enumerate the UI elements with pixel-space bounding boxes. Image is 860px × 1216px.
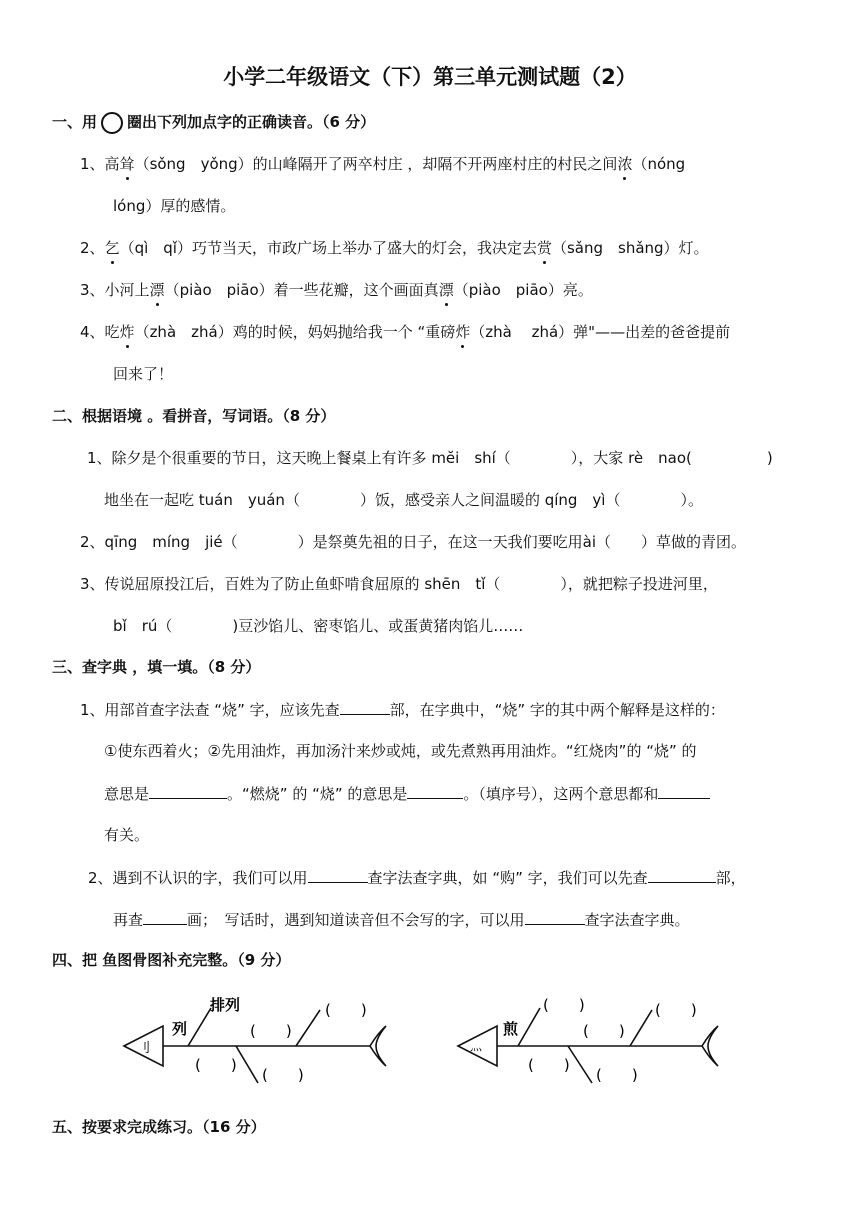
fish2-blank[interactable]: ( ) (655, 1001, 697, 1019)
s1-q2-text-c: （sǎng shǎng）灯。 (551, 239, 709, 257)
bone-line (568, 1046, 592, 1083)
s3-line2: ①使东西着火；②先用油炸，再加汤汁来炒或炖，或先煮熟再用油炸。“红烧肉”的 “烧” 的 (104, 742, 697, 760)
dotted-char: 漂 (438, 281, 454, 299)
dotted-char: 赏 (536, 239, 552, 257)
s2-line1: 1、除夕是个很重要的节日，这天晚上餐桌上有许多 mĕi shí（ ），大家 rè nao( ) (87, 449, 773, 467)
s1-q4-text-b: （zhà zhá）鸡的时候，妈妈抛给我一个 “重磅 (134, 323, 456, 341)
fish-tail (370, 1026, 386, 1066)
s3-l3-text-b: 。“燃烧” 的 “烧” 的意思是 (227, 785, 408, 803)
page-title: 小学二年级语文（下）第三单元测试题（2） (223, 65, 637, 89)
answer-blank[interactable] (149, 782, 227, 799)
fish2-blank[interactable]: ( ) (543, 996, 585, 1014)
bone-line (236, 1046, 258, 1083)
dotted-char: 浓 (617, 155, 633, 173)
dotted-char: 耸 (119, 155, 135, 173)
s3-l1-text-a: 1、用部首查字法查 “烧” 字，应该先查 (80, 701, 340, 719)
s3-line6 (113, 908, 690, 931)
section-1-heading-a: 一、用 (52, 113, 98, 131)
s1-q1-text-b: （sǒng yǒng）的山峰隔开了两卒村庄 ，却隔不开两座村庄的村民之间 (134, 155, 618, 173)
s1-q4-line2: 回来了！ (113, 365, 174, 383)
bone-line (518, 1008, 540, 1046)
s3-l5-text-a: 2、遇到不认识的字，我们可以用 (88, 869, 308, 887)
s3-line4: 有关。 (104, 826, 150, 844)
fishbone-diagrams (0, 980, 860, 1095)
s2-line2: 地坐在一起吃 tuán yuán（ ）饭，感受亲人之间温暖的 qíng yì（ ）。 (104, 491, 703, 509)
s3-line1 (80, 698, 725, 721)
s1-q4-text-c: （zhà zhá）弹"——出差的爸爸提前 (470, 323, 731, 341)
section-1-heading-b: 圈出下列加点字的正确读音。（6 分） (127, 113, 376, 131)
answer-blank[interactable] (143, 908, 187, 925)
dotted-char: 漂 (149, 281, 165, 299)
circle-icon (101, 112, 123, 134)
s3-l5-text-c: 部， (715, 869, 746, 887)
s1-q3-text-a: 3、小河上 (80, 281, 150, 299)
dotted-char: 炸 (455, 323, 471, 341)
section-3-heading: 三、查字典 ，填一填。（8 分） (52, 658, 261, 676)
section-5-heading: 五、按要求完成练习。（16 分） (52, 1118, 266, 1136)
bone-line (296, 1010, 320, 1046)
s3-line5 (88, 866, 746, 889)
s3-l6-text-b: 画； 写话时，遇到知道读音但不会写的字，可以用 (187, 911, 525, 929)
s3-l3-text-a: 意思是 (104, 785, 150, 803)
s3-l6-text-a: 再查 (113, 911, 144, 929)
s1-q4-text-a: 4、吃 (80, 323, 120, 341)
fishbone-diagram-2 (458, 1008, 718, 1083)
answer-blank[interactable] (340, 698, 390, 715)
s1-q1-line1 (80, 153, 685, 175)
answer-blank[interactable] (525, 908, 585, 925)
fish2-head-char: 灬 (469, 1039, 483, 1053)
answer-blank[interactable] (407, 782, 463, 799)
fish1-spine-label: 列 (172, 1020, 188, 1038)
s3-line3 (104, 782, 710, 805)
bone-line (630, 1010, 652, 1046)
fishbone-diagram-1 (124, 1008, 386, 1083)
fish2-blank[interactable]: ( ) (528, 1056, 570, 1074)
s3-l1-text-b: 部，在字典中，“烧” 字的其中两个解释是这样的： (389, 701, 725, 719)
s3-l3-text-c: 。（填序号），这两个意思都和 (463, 785, 659, 803)
section-1-heading (52, 111, 375, 134)
s1-q3-text-c: （piào piāo）亮。 (453, 281, 593, 299)
s1-q2-text-a: 2、 (80, 239, 105, 257)
bone-line (188, 1008, 211, 1046)
section-2-heading: 二、根据语境 。看拼音，写词语。（8 分） (52, 407, 336, 425)
section-4-heading: 四、把 鱼图骨图补充完整。（9 分） (52, 951, 291, 969)
s2-line3: 2、qīng míng jié（ ）是祭奠先祖的日子，在这一天我们要吃用ài（ ）草做的青团。 (80, 533, 746, 551)
s1-q3-text-b: （piào piāo）着一些花瓣，这个画面真 (164, 281, 439, 299)
s1-q1-line2: lóng）厚的感情。 (113, 197, 236, 215)
fish1-blank[interactable]: ( ) (325, 1001, 367, 1019)
dotted-char: 炸 (119, 323, 135, 341)
dotted-char: 乞 (104, 239, 120, 257)
s1-q1-text-c: （nóng (632, 155, 686, 173)
fish-tail (702, 1026, 718, 1066)
s3-l5-text-b: 查字法查字典，如 “购” 字，我们可以先查 (367, 869, 648, 887)
fish1-head-char: 刂 (137, 1041, 151, 1056)
fish2-blank[interactable]: ( ) (596, 1066, 638, 1084)
answer-blank[interactable] (658, 782, 710, 799)
fish1-blank[interactable]: ( ) (195, 1056, 237, 1074)
fish2-spine-label: 煎 (503, 1020, 519, 1038)
s1-q3 (80, 279, 593, 301)
answer-blank[interactable] (648, 866, 716, 883)
fish2-blank[interactable]: ( ) (583, 1022, 625, 1040)
s1-q1-text-a: 1、高 (80, 155, 120, 173)
s2-line4: 3、传说屈原投江后，百姓为了防止鱼虾啃食屈原的 shēn tǐ（ ），就把粽子投进河里， (80, 575, 718, 593)
fish1-blank[interactable]: ( ) (250, 1022, 292, 1040)
s1-q4-line1 (80, 321, 730, 343)
fish1-top-label: 排列 (210, 996, 241, 1014)
s2-line5: bǐ rú（ )豆沙馅儿、密枣馅儿、或蛋黄猪肉馅儿…… (113, 617, 524, 635)
s1-q2-text-b: （qì qǐ）巧节当天，市政广场上举办了盛大的灯会，我决定去 (119, 239, 537, 257)
answer-blank[interactable] (308, 866, 368, 883)
s3-l6-text-c: 查字法查字典。 (584, 911, 690, 929)
fish1-blank[interactable]: ( ) (262, 1066, 304, 1084)
s1-q2 (80, 237, 709, 259)
